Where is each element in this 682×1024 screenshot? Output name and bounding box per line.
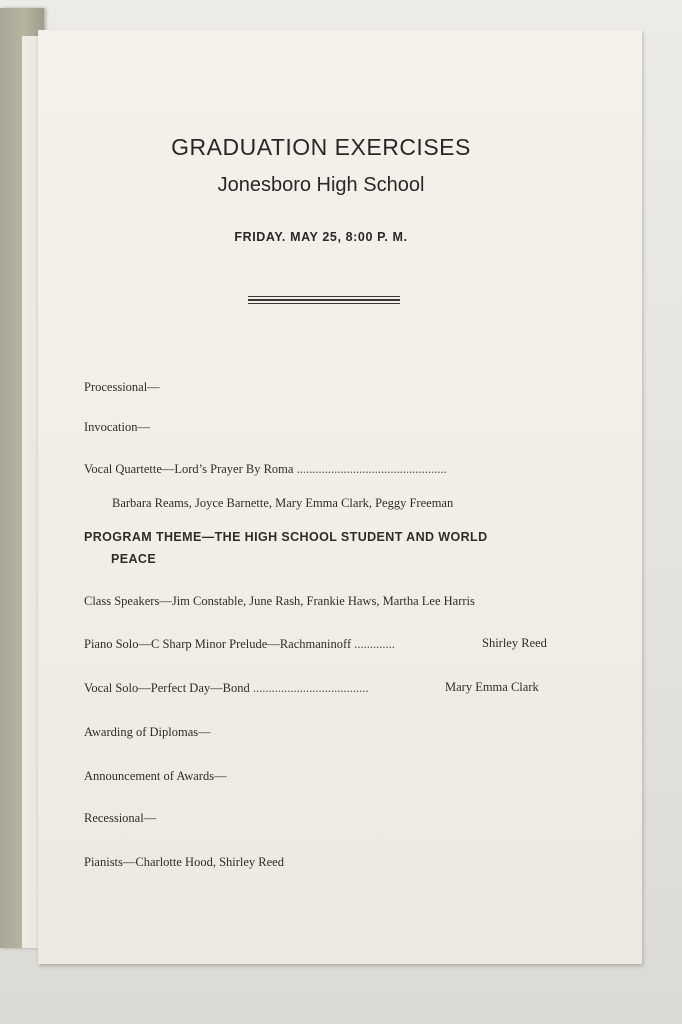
item-pianists: Pianists—Charlotte Hood, Shirley Reed [84, 855, 284, 869]
decorative-rule [248, 296, 400, 304]
program-theme-line1: PROGRAM THEME—THE HIGH SCHOOL STUDENT AND WORLD [84, 530, 488, 544]
vocal-solo-text: Vocal Solo—Perfect Day—Bond [84, 681, 250, 695]
program-theme-line2: PEACE [111, 552, 157, 566]
item-invocation: Invocation— [84, 420, 150, 434]
item-vocal-quartette [84, 462, 447, 477]
item-piano-solo [84, 637, 395, 652]
item-diplomas: Awarding of Diplomas— [84, 725, 211, 739]
item-vocal-solo [84, 681, 368, 696]
item-awards: Announcement of Awards— [84, 769, 227, 783]
school-name: Jonesboro High School [217, 174, 425, 196]
vocal-solo-leader: ..................................... [252, 681, 369, 695]
vocal-solo-performer: Mary Emma Clark [445, 680, 539, 694]
event-date: FRIDAY. MAY 25, 8:00 P. M. [234, 230, 408, 244]
program-title: GRADUATION EXERCISES [171, 134, 471, 160]
item-processional: Processional— [84, 380, 160, 394]
vocal-quartette-text: Vocal Quartette—Lord’s Prayer By Roma [84, 462, 294, 476]
item-recessional: Recessional— [84, 811, 157, 825]
piano-solo-text: Piano Solo—C Sharp Minor Prelude—Rachmaninoff [84, 637, 352, 651]
piano-solo-performer: Shirley Reed [482, 636, 547, 650]
vocal-quartette-leader: ................................................ [296, 462, 447, 476]
quartette-members: Barbara Reams, Joyce Barnette, Mary Emma Clark, Peggy Freeman [112, 496, 454, 510]
piano-solo-leader: ............. [354, 637, 395, 651]
item-class-speakers: Class Speakers—Jim Constable, June Rash, Frankie Haws, Martha Lee Harris [84, 594, 475, 608]
